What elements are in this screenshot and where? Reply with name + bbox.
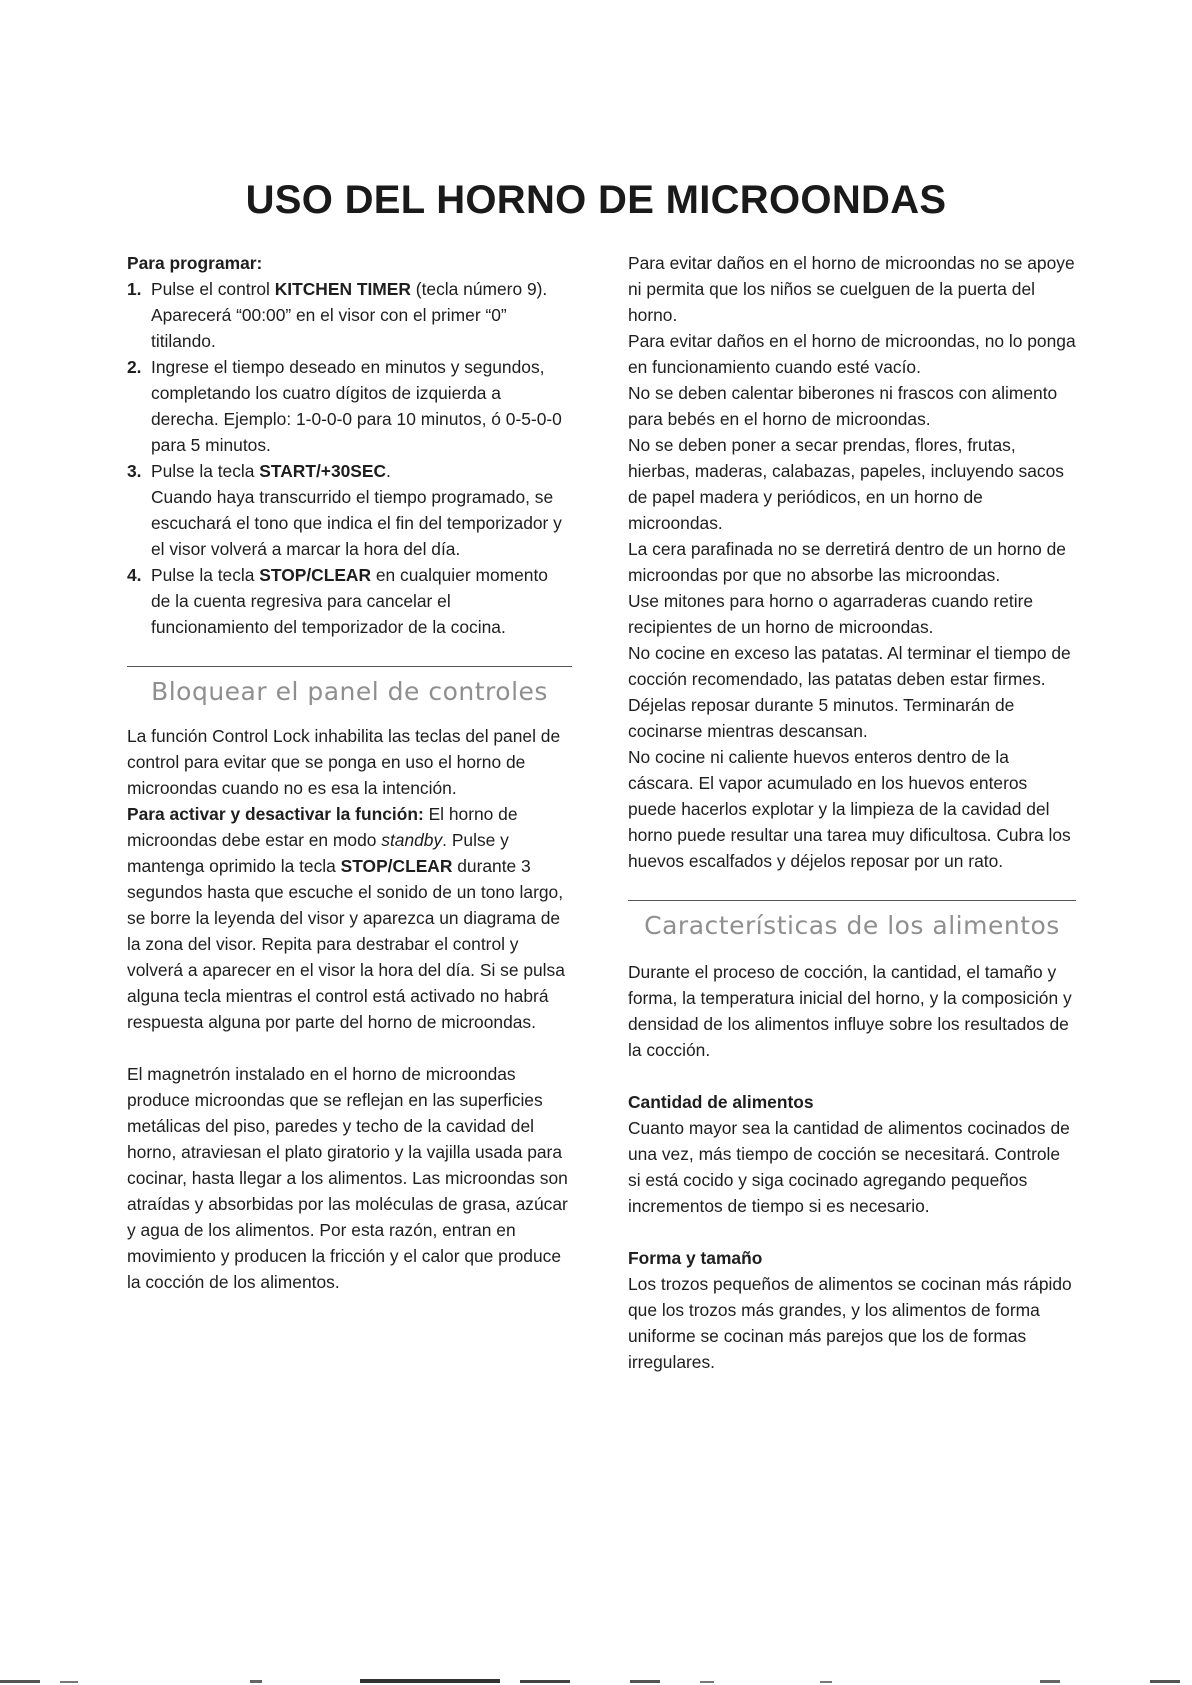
key-name: STOP/CLEAR xyxy=(340,856,453,876)
step-text: Cuando haya transcurrido el tiempo programado, se escuchará el tono que indica el fin del temporizador y el visor volverá a marcar la hora del día. xyxy=(151,487,562,559)
key-name: START/+30SEC xyxy=(259,461,387,481)
step-2 xyxy=(127,354,572,458)
lock-text: durante 3 segundos hasta que escuche el sonido de un tono largo, se borre la leyenda del visor y aparezca un diagrama de la zona del visor. Repita para destrabar el control y volverá a aparecer en el visor la hora del día. Si se pulsa alguna tecla mientras el control está activado no habrá respuesta alguna por parte del horno de microondas. xyxy=(127,856,565,1032)
lock-section-title: Bloquear el panel de controles xyxy=(151,677,548,706)
step-text: en cualquier momento de la cuenta regresiva para cancelar el funcionamiento del temporizador de la cocina. xyxy=(151,565,548,637)
step-text: . xyxy=(386,461,391,481)
warning-paragraph: Use mitones para horno o agarraderas cuando retire recipientes de un horno de microondas. xyxy=(628,591,1034,637)
step-text: (tecla número 9). Aparecerá “00:00” en el visor con el primer “0” titilando. xyxy=(151,279,548,351)
step-text: Pulse la tecla xyxy=(151,565,260,585)
step-number: 3. xyxy=(127,461,142,481)
shape-text: Los trozos pequeños de alimentos se cocinan más rápido que los trozos más grandes, y los alimentos de forma uniforme se cocinan más parejos que los de formas irregulares. xyxy=(628,1274,1072,1372)
step-1 xyxy=(127,276,572,354)
scan-edge-marks xyxy=(0,1676,1192,1685)
step-number: 1. xyxy=(127,279,142,299)
warning-paragraph: No se deben calentar biberones ni frascos con alimento para bebés en el horno de microondas. xyxy=(628,383,1058,429)
warning-paragraph: No cocine en exceso las patatas. Al terminar el tiempo de cocción recomendado, las patatas deben estar firmes. Déjelas reposar durante 5 minutos. Terminarán de cocinarse mientras descansan. xyxy=(628,643,1071,741)
warning-paragraph: Para evitar daños en el horno de microondas no se apoye ni permita que los niños se cuelguen de la puerta del horno. xyxy=(628,253,1075,325)
step-number: 2. xyxy=(127,357,142,377)
section-divider xyxy=(628,900,1076,901)
programar-steps xyxy=(127,276,572,640)
lock-intro: La función Control Lock inhabilita las teclas del panel de control para evitar que se ponga en uso el horno de microondas cuando no es esa la intención. xyxy=(127,726,561,798)
warning-paragraph: Para evitar daños en el horno de microondas, no lo ponga en funcionamiento cuando esté vacío. xyxy=(628,331,1076,377)
warning-paragraph: No se deben poner a secar prendas, flores, frutas, hierbas, maderas, calabazas, papeles, incluyendo sacos de papel madera y periódicos, en un horno de microondas. xyxy=(628,435,1064,533)
quantity-text: Cuanto mayor sea la cantidad de alimentos cocinados de una vez, más tiempo de cocción se necesitará. Controle si está cocido y siga cocinado agregando pequeños incrementos de tiempo si es necesario. xyxy=(628,1118,1070,1216)
section-divider xyxy=(127,666,572,667)
lock-text: El horno de microondas debe estar en modo xyxy=(127,804,518,850)
step-number: 4. xyxy=(127,565,142,585)
food-intro: Durante el proceso de cocción, la cantidad, el tamaño y forma, la temperatura inicial del horno, y la composición y densidad de los alimentos influye sobre los resultados de la cocción. xyxy=(628,962,1072,1060)
lock-text: standby xyxy=(381,830,443,850)
shape-heading: Forma y tamaño xyxy=(628,1248,763,1268)
lock-instructions xyxy=(127,801,572,1035)
programar-heading: Para programar: xyxy=(127,253,263,273)
left-column xyxy=(127,250,572,1295)
step-text: Pulse la tecla xyxy=(151,461,260,481)
key-name: STOP/CLEAR xyxy=(259,565,372,585)
key-name: KITCHEN TIMER xyxy=(274,279,411,299)
step-3 xyxy=(127,458,572,562)
page-title: USO DEL HORNO DE MICROONDAS xyxy=(245,178,947,222)
food-section-title: Características de los alimentos xyxy=(644,911,1060,940)
step-text: Pulse el control xyxy=(151,279,275,299)
lock-text: . Pulse y mantenga oprimido la tecla xyxy=(127,830,509,876)
quantity-heading: Cantidad de alimentos xyxy=(628,1092,814,1112)
right-column xyxy=(628,250,1076,1375)
warning-paragraph: No cocine ni caliente huevos enteros dentro de la cáscara. El vapor acumulado en los huevos enteros puede hacerlos explotar y la limpieza de la cavidad del horno puede resultar una tarea muy dificultosa. Cubra los huevos escalfados y déjelos reposar por un rato. xyxy=(628,747,1071,871)
lock-instructions-heading: Para activar y desactivar la función: xyxy=(127,804,424,824)
warning-paragraph: La cera parafinada no se derretirá dentro de un horno de microondas por que no absorbe las microondas. xyxy=(628,539,1066,585)
step-4 xyxy=(127,562,572,640)
magnetron-paragraph: El magnetrón instalado en el horno de microondas produce microondas que se reflejan en las superficies metálicas del piso, paredes y techo de la cavidad del horno, atraviesan el plato giratorio y la vajilla usada para cocinar, hasta llegar a los alimentos. Las microondas son atraídas y absorbidas por las moléculas de grasa, azúcar y agua de los alimentos. Por esta razón, entran en movimiento y producen la fricción y el calor que produce la cocción de los alimentos. xyxy=(127,1064,568,1292)
step-text: Ingrese el tiempo deseado en minutos y segundos, completando los cuatro dígitos de izquierda a derecha. Ejemplo: 1-0-0-0 para 10 minutos, ó 0-5-0-0 para 5 minutos. xyxy=(151,357,562,455)
